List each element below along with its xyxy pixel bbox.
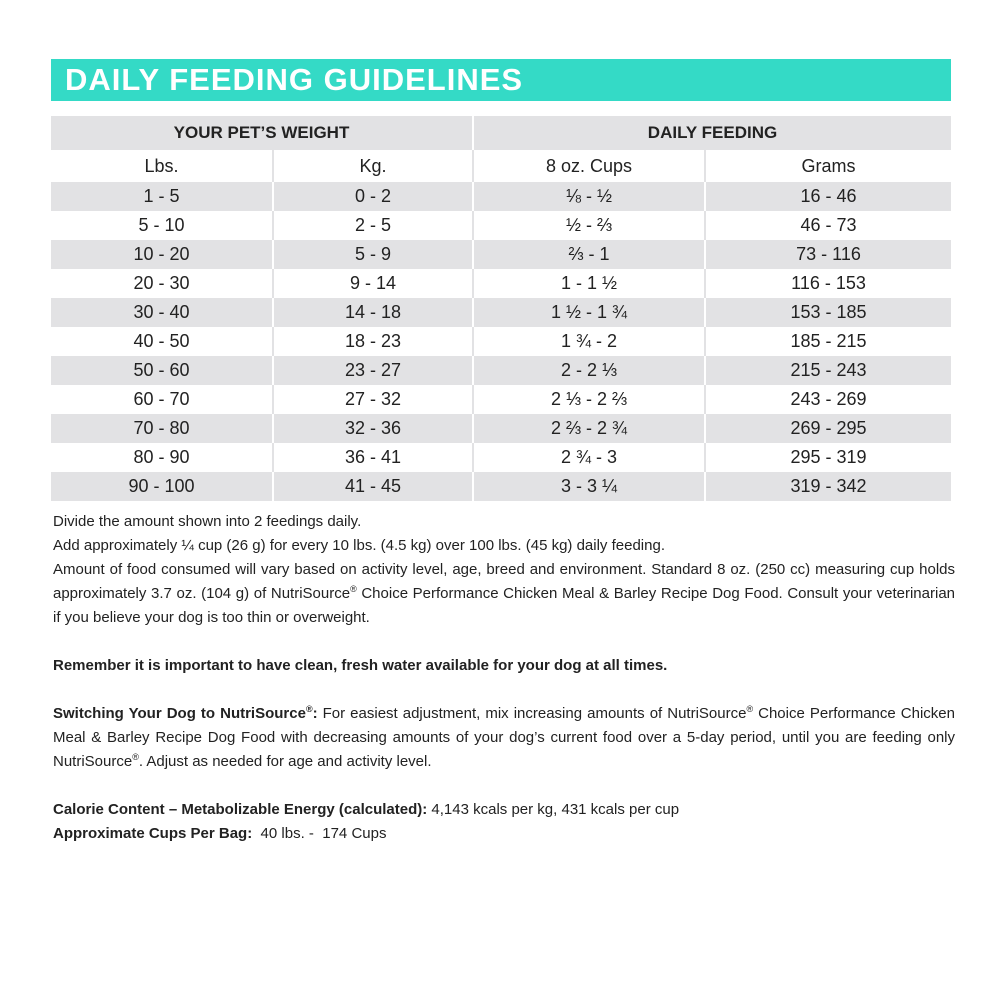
table-row — [51, 182, 951, 211]
table-row — [51, 385, 951, 414]
cell-cups: 2 ⅓ - 2 ⅔ — [473, 385, 705, 414]
cell-cups: 2 ⅔ - 2 ¾ — [473, 414, 705, 443]
cups-per-bag — [53, 822, 955, 846]
amount-note: Amount of food consumed will vary based on activity level, age, breed and environment. Standard 8 oz. (250 cc) measuring cup holds approximately 3.7 oz. (104 g) of NutriSource® Choice Performance Chicken Meal & Barley Recipe Dog Food. Consult your veterinarian if you believe your dog is too thin or overweight. — [53, 561, 956, 626]
add-note: Add approximately ¼ cup (26 g) for every 10 lbs. (4.5 kg) over 100 lbs. (45 kg) daily feeding. — [53, 537, 665, 554]
switching-note: Switching Your Dog to NutriSource®: For easiest adjustment, mix increasing amounts of NutriSource® Choice Performance Chicken Meal & Barley Recipe Dog Food with decreasing amounts of your dog’s current food over a 5-day period, until you are feeding only NutriSource®. Adjust as needed for age and activity level. — [53, 704, 955, 770]
cell-cups: 3 - 3 ¼ — [473, 472, 705, 501]
cell-grams: 295 - 319 — [705, 443, 951, 472]
cell-kg: 9 - 14 — [273, 269, 473, 298]
cell-kg: 27 - 32 — [273, 385, 473, 414]
cell-grams: 215 - 243 — [705, 356, 951, 385]
cell-kg: 0 - 2 — [273, 182, 473, 211]
column-header-row — [51, 150, 951, 182]
feeding-notes — [53, 510, 955, 846]
cell-grams: 185 - 215 — [705, 327, 951, 356]
calorie-content — [53, 798, 955, 822]
cell-lbs: 20 - 30 — [133, 273, 190, 293]
cell-lbs: 30 - 40 — [51, 298, 273, 327]
page-title: DAILY FEEDING GUIDELINES — [65, 62, 524, 97]
cell-lbs: 40 - 50 — [133, 331, 190, 351]
calorie-value: 4,143 kcals per kg, 431 kcals per cup — [427, 801, 680, 818]
cell-grams: 46 - 73 — [705, 211, 951, 240]
cell-kg: 32 - 36 — [273, 414, 473, 443]
switching-label: Switching Your Dog to NutriSource®: — [53, 704, 318, 722]
cell-cups: 1 ¾ - 2 — [473, 327, 705, 356]
title-banner — [51, 59, 951, 101]
cell-kg: 23 - 27 — [273, 356, 473, 385]
cell-grams: 243 - 269 — [705, 385, 951, 414]
table-row — [51, 269, 951, 298]
group-header-row — [51, 116, 951, 150]
cups-label: Approximate Cups Per Bag: — [53, 825, 253, 842]
cell-cups: 2 - 2 ⅓ — [473, 356, 705, 385]
cell-cups: ⅛ - ½ — [473, 182, 705, 211]
cell-kg: 2 - 5 — [273, 211, 473, 240]
cell-lbs: 10 - 20 — [51, 240, 273, 269]
column-header-kg: Kg. — [273, 150, 473, 182]
cell-grams: 153 - 185 — [705, 298, 951, 327]
table-row — [51, 356, 951, 385]
cell-grams: 16 - 46 — [705, 182, 951, 211]
cell-cups: 1 ½ - 1 ¾ — [473, 298, 705, 327]
cell-cups: 1 - 1 ½ — [473, 269, 705, 298]
cell-lbs: 50 - 60 — [51, 356, 273, 385]
cell-lbs: 80 - 90 — [133, 447, 190, 467]
column-header-grams: Grams — [705, 150, 951, 182]
cell-kg: 18 - 23 — [273, 327, 473, 356]
cell-grams: 116 - 153 — [705, 269, 951, 298]
cups-value: 40 lbs. - 174 Cups — [252, 825, 387, 842]
feeding-group-header: DAILY FEEDING — [473, 116, 951, 150]
cell-kg: 36 - 41 — [273, 443, 473, 472]
cell-kg: 41 - 45 — [273, 472, 473, 501]
water-note: Remember it is important to have clean, fresh water available for your dog at all times. — [53, 657, 668, 674]
table-row — [51, 298, 951, 327]
column-header-lbs: Lbs. — [144, 155, 179, 176]
cell-cups: ½ - ⅔ — [473, 211, 705, 240]
divide-note: Divide the amount shown into 2 feedings daily. — [53, 513, 362, 530]
weight-group-header: YOUR PET’S WEIGHT — [51, 116, 473, 150]
cell-grams: 319 - 342 — [705, 472, 951, 501]
cell-kg: 14 - 18 — [273, 298, 473, 327]
table-row — [51, 472, 951, 501]
calorie-label: Calorie Content – Metabolizable Energy (calculated): — [53, 801, 428, 818]
cell-cups: 2 ¾ - 3 — [473, 443, 705, 472]
cell-lbs: 5 - 10 — [138, 215, 185, 235]
cell-lbs: 1 - 5 — [51, 182, 273, 211]
cell-lbs: 60 - 70 — [133, 389, 190, 409]
cell-grams: 269 - 295 — [705, 414, 951, 443]
table-row — [51, 327, 951, 356]
cell-grams: 73 - 116 — [705, 240, 951, 269]
table-row — [51, 240, 951, 269]
cell-lbs: 70 - 80 — [51, 414, 273, 443]
feeding-table — [51, 116, 951, 501]
cell-cups: ⅔ - 1 — [473, 240, 705, 269]
table-row — [51, 443, 951, 472]
cell-kg: 5 - 9 — [273, 240, 473, 269]
table-row — [51, 211, 951, 240]
column-header-cups: 8 oz. Cups — [473, 150, 705, 182]
cell-lbs: 90 - 100 — [51, 472, 273, 501]
table-row — [51, 414, 951, 443]
